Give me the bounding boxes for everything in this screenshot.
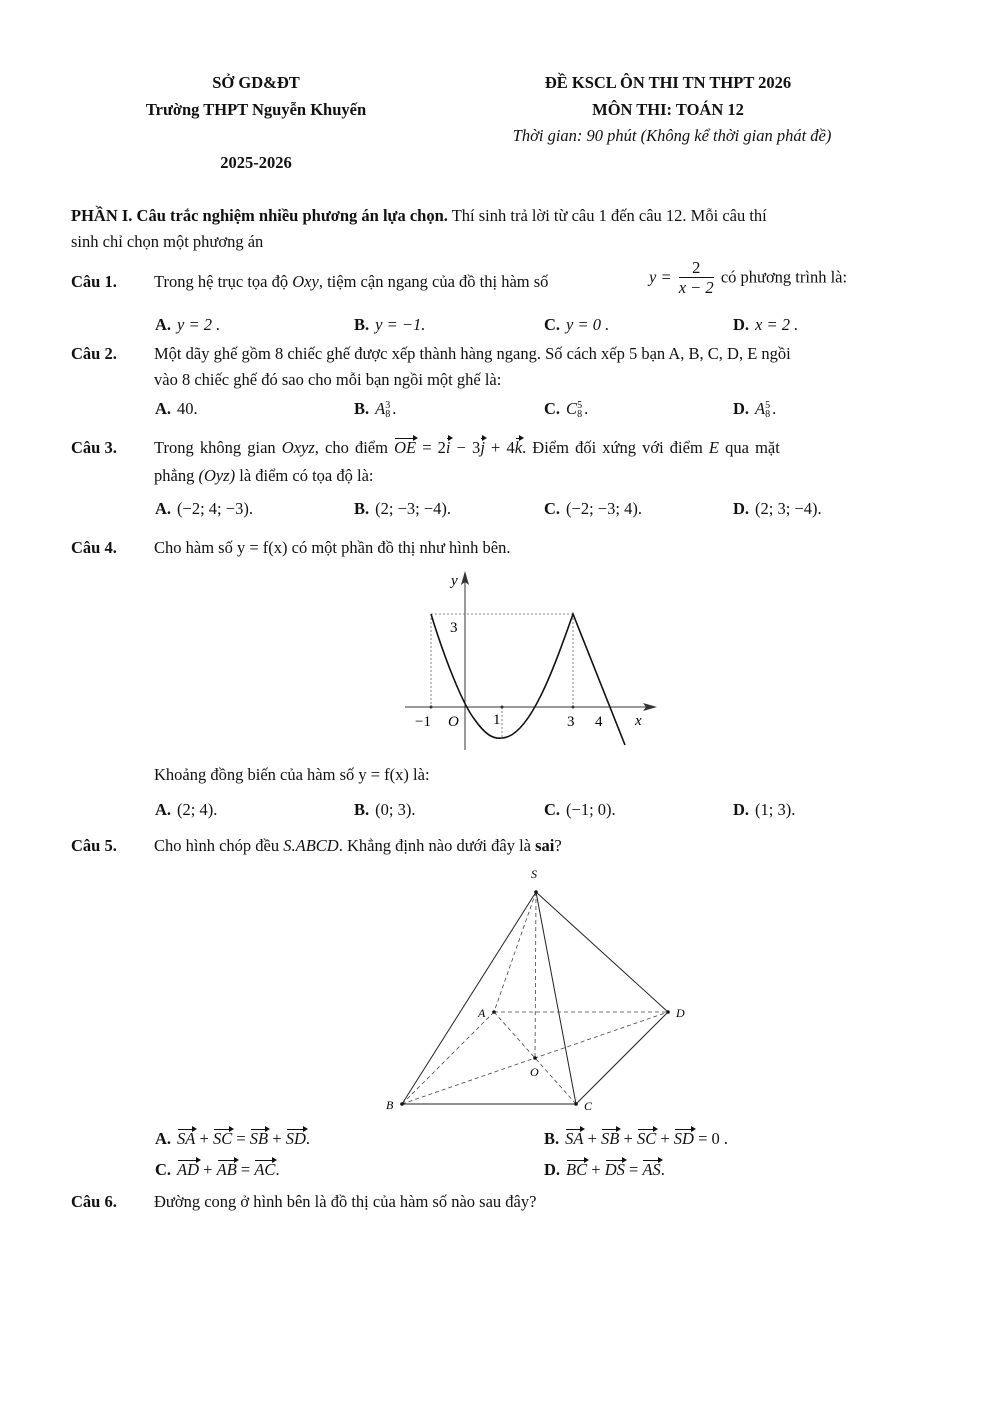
q3-line2: phẳng (Oyz) là điểm có tọa độ là: (154, 466, 374, 485)
q1-option-c[interactable]: C. y = 0 . (544, 315, 610, 334)
label-1: 1 (493, 712, 501, 728)
q1-formula: y = $\frac{2}{x - 2}$ có phương trình là: (649, 258, 848, 297)
q1-option-a[interactable]: A. y = 2 . (155, 315, 221, 334)
q5-number: Câu 5. (71, 836, 117, 855)
q1-option-b[interactable]: B. y = −1. (354, 315, 426, 334)
q6-text: Đường cong ở hình bên là đồ thị của hàm số nào sau đây? (154, 1192, 537, 1211)
q2-number: Câu 2. (71, 344, 117, 363)
q2-option-d[interactable]: D. A 5 8 . (733, 399, 777, 421)
q3-number: Câu 3. (71, 438, 117, 457)
part1-instr-1: Thí sinh trả lời từ câu 1 đến câu 12. Mỗi câu thí (447, 206, 767, 225)
q4-function-graph (395, 565, 665, 755)
question-6 (71, 1192, 931, 1222)
edge-sa (494, 892, 536, 1012)
q2-option-c[interactable]: C. C 5 8 . (544, 399, 589, 421)
exam-title: ĐỀ KSCL ÔN THI TN THPT 2026 (544, 73, 792, 92)
label-3-y: 3 (450, 620, 458, 636)
q1-option-d[interactable]: D. x = 2 . (733, 315, 799, 334)
q4-question: Khoảng đồng biến của hàm số y = f(x) là: (154, 765, 430, 784)
part1-heading (71, 206, 767, 226)
question-3 (71, 436, 931, 526)
label-origin: O (448, 714, 459, 730)
q6-number: Câu 6. (71, 1192, 117, 1211)
q2-option-b[interactable]: B. A 3 8 . (354, 399, 397, 421)
q3-line1: Trong không gian Oxyz, cho điểm OE = 2i − 3j + 4k. Điểm đối xứng với điểm E qua mặt (154, 438, 780, 457)
q4-text: Cho hàm số y = f(x) có một phần đồ thị như hình bên. (154, 538, 511, 557)
edge-ab (402, 1012, 494, 1104)
label-4: 4 (595, 714, 603, 730)
edge-cd (576, 1012, 668, 1104)
vertex-c: C (584, 1099, 593, 1113)
q4-option-b[interactable]: B. (0; 3). (354, 800, 416, 819)
exam-subject: MÔN THI: TOÁN 12 (592, 100, 744, 119)
label-3-x: 3 (567, 714, 575, 730)
q4-option-a[interactable]: A. (2; 4). (155, 800, 218, 819)
q4-number: Câu 4. (71, 538, 117, 557)
q4-option-c[interactable]: C. (−1; 0). (544, 800, 616, 819)
vertex-b: B (386, 1098, 394, 1112)
x-axis-label: x (635, 713, 642, 729)
q3-option-d[interactable]: D. (2; 3; −4). (733, 499, 822, 518)
exam-time: Thời gian: 90 phút (Không kể thời gian phát đề) (512, 126, 832, 145)
q5-option-d[interactable]: D. BC + DS = AS. (544, 1160, 665, 1179)
q4-option-d[interactable]: D. (1; 3). (733, 800, 796, 819)
edge-sb (402, 892, 536, 1104)
edge-sc (536, 892, 576, 1104)
q1-number: Câu 1. (71, 272, 117, 291)
question-2 (71, 344, 931, 424)
part1-instr-2: sinh chỉ chọn một phương án (71, 232, 264, 251)
label-minus-1: −1 (415, 714, 431, 730)
q5-text: Cho hình chóp đều S.ABCD. Khẳng định nào dưới đây là sai? (154, 836, 562, 855)
q2-line2: vào 8 chiếc ghế đó sao cho mỗi bạn ngồi một ghế là: (154, 370, 502, 389)
q3-option-a[interactable]: A. (−2; 4; −3). (155, 499, 253, 518)
q1-text: Trong hệ trục tọa độ Oxy, tiệm cận ngang của đồ thị hàm số (154, 272, 549, 291)
school-dept: SỞ GD&ĐT (212, 73, 300, 92)
school-name: Trường THPT Nguyễn Khuyến (145, 100, 367, 119)
height-so (535, 892, 536, 1058)
q5-option-a[interactable]: A. SA + SC = SB + SD. (155, 1129, 310, 1148)
edge-sd (536, 892, 668, 1012)
q2-line1: Một dãy ghế gồm 8 chiếc ghế được xếp thành hàng ngang. Số cách xếp 5 bạn A, B, C, D, E ngồi (154, 344, 791, 363)
vertex-s: S (531, 867, 537, 881)
q3-option-c[interactable]: C. (−2; −3; 4). (544, 499, 642, 518)
q5-pyramid-figure (380, 862, 700, 1120)
q5-option-b[interactable]: B. SA + SB + SC + SD = 0 . (544, 1129, 729, 1148)
q3-option-b[interactable]: B. (2; −3; −4). (354, 499, 452, 518)
vertex-d: D (676, 1006, 685, 1020)
part1-title: PHẦN I. Câu trắc nghiệm nhiều phương án lựa chọn. (71, 206, 448, 225)
q5-option-c[interactable]: C. AD + AB = AC. (155, 1160, 280, 1179)
center-o: O (530, 1065, 539, 1079)
q2-option-a[interactable]: A. 40. (155, 399, 198, 418)
vertex-a: A (478, 1006, 486, 1020)
question-1 (71, 258, 931, 348)
y-axis-label: y (451, 573, 458, 589)
school-year: 2025-2026 (220, 153, 292, 172)
